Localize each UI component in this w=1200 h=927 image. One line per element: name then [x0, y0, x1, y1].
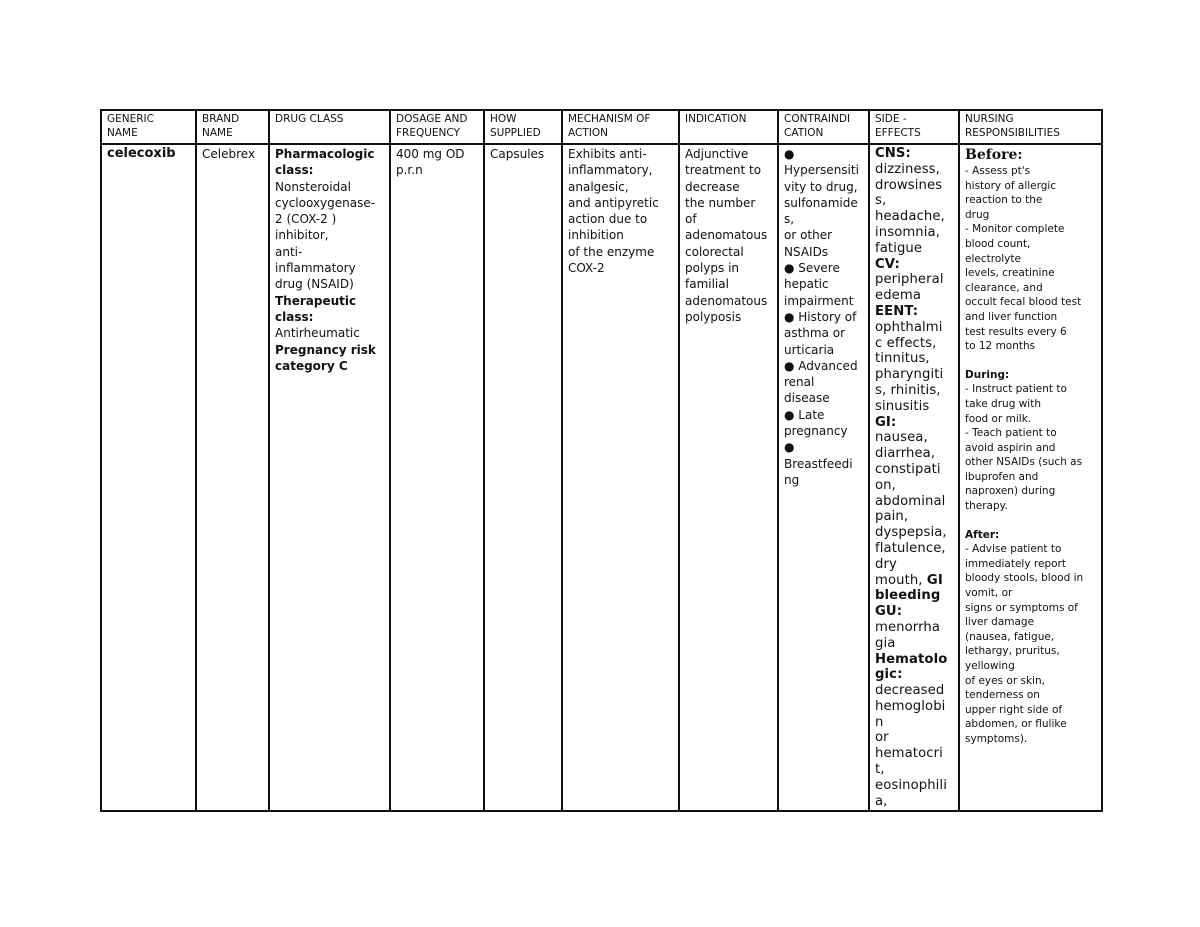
generic-name: celecoxib	[107, 146, 176, 161]
spacer	[965, 354, 1096, 368]
contra-line: sulfonamide	[784, 195, 858, 210]
indication-line: the number	[685, 195, 756, 210]
indication-line: familial	[685, 277, 729, 292]
cell-dosage	[390, 144, 484, 811]
nursing-line: take drug with	[965, 397, 1041, 410]
contra-line: Hypersensiti	[784, 163, 859, 178]
indication-line: Adjunctive	[685, 147, 749, 161]
contra-line: or other	[784, 228, 833, 243]
side-effect-line: menorrha	[875, 619, 941, 635]
side-effect-line: diarrhea,	[875, 446, 936, 462]
mechanism-line: Exhibits anti-	[568, 147, 647, 161]
indication-line: polyposis	[685, 309, 742, 324]
nursing-line: tenderness on	[965, 689, 1040, 702]
drug-row	[101, 144, 1102, 811]
contra-line: disease	[784, 391, 830, 406]
side-effect-line: edema	[875, 288, 922, 304]
pharm-class-line: inhibitor,	[275, 228, 329, 243]
side-effect-line: gia	[875, 635, 896, 651]
thera-class-value: Antirheumatic	[275, 326, 360, 341]
side-effect-line: nausea,	[875, 430, 928, 446]
pharm-class-line: inflammatory	[275, 261, 356, 276]
contra-line: asthma or	[784, 326, 846, 341]
side-effect-line: hemoglobi	[875, 698, 946, 714]
contra-line: NSAIDs	[784, 244, 829, 259]
side-effect-line: mouth, GI	[875, 572, 943, 588]
nursing-line: electrolyte	[965, 252, 1021, 265]
side-effect-line: fatigue	[875, 240, 923, 256]
side-effect-line: sinusitis	[875, 398, 930, 414]
side-effect-line: dry	[875, 556, 897, 572]
during-label: During:	[965, 368, 1010, 381]
indication-line: decrease	[685, 179, 740, 194]
side-effect-line: pharyngiti	[875, 367, 944, 383]
side-effect-line: flatulence,	[875, 540, 946, 556]
cell-generic-name	[101, 144, 196, 811]
mechanism-line: and antipyretic	[568, 195, 659, 210]
after-label: After:	[965, 528, 1000, 541]
nursing-line: (nausea, fatigue,	[965, 630, 1055, 643]
header-how-supplied: HOW SUPPLIED	[484, 110, 562, 144]
hematologic-label: Hematolo	[875, 651, 948, 667]
side-effect-line: t,	[875, 762, 885, 778]
dosage-line: 400 mg OD	[396, 147, 465, 161]
nursing-line: yellowing	[965, 660, 1015, 672]
mechanism-line: analgesic,	[568, 179, 629, 194]
cell-drug-class	[269, 144, 390, 811]
contra-line: vity to drug,	[784, 179, 858, 194]
cell-mechanism	[562, 144, 679, 811]
nursing-line: drug	[965, 208, 990, 221]
cns-label: CNS:	[875, 146, 911, 161]
cell-indication	[679, 144, 778, 811]
side-effect-line: tinnitus,	[875, 351, 930, 367]
nursing-line: bloody stools, blood in	[965, 572, 1084, 585]
contra-line: ● Late	[784, 407, 825, 422]
nursing-line: clearance, and	[965, 281, 1043, 294]
contra-line: Breastfeedi	[784, 456, 853, 471]
nursing-line: occult fecal blood test	[965, 296, 1082, 309]
pharm-class-line: cyclooxygenase-	[275, 195, 376, 210]
cell-how-supplied	[484, 144, 562, 811]
nursing-line: lethargy, pruritus,	[965, 645, 1060, 658]
supplied-value: Capsules	[490, 147, 545, 161]
nursing-line: - Advise patient to	[965, 543, 1062, 556]
indication-line: treatment to	[685, 163, 762, 178]
nursing-line: vomit, or	[965, 587, 1013, 600]
contra-line: ● Severe	[784, 261, 840, 276]
gi-bleeding-label: GI	[926, 572, 943, 588]
side-effect-line: s, rhinitis,	[875, 382, 941, 398]
nursing-line: levels, creatinine	[965, 267, 1055, 280]
nursing-line: naproxen) during	[965, 485, 1056, 498]
nursing-line: ibuprofen and	[965, 470, 1039, 483]
nursing-line: and liver function	[965, 310, 1058, 323]
nursing-line: of eyes or skin,	[965, 674, 1045, 687]
header-drug-class: DRUG CLASS	[269, 110, 390, 144]
side-effect-line: hematocri	[875, 746, 943, 762]
nursing-line: blood count,	[965, 237, 1031, 250]
contra-line: pregnancy	[784, 424, 848, 439]
indication-line: colorectal	[685, 244, 744, 259]
hematologic-label: gic:	[875, 667, 903, 683]
thera-class-label: class:	[275, 309, 314, 324]
side-effect-line: or	[875, 730, 889, 746]
cell-nursing	[959, 144, 1102, 811]
contra-line: ●	[784, 147, 795, 161]
nursing-line: history of allergic	[965, 179, 1057, 192]
contra-line: ●	[784, 440, 795, 455]
indication-line: polyps in	[685, 261, 740, 276]
nursing-line: symptoms).	[965, 732, 1028, 745]
drug-card-table	[100, 109, 1103, 812]
header-nursing: NURSING RESPONSIBILITIES	[959, 110, 1102, 144]
indication-line: of	[685, 212, 697, 227]
side-effect-line: eosinophili	[875, 777, 947, 793]
gu-label: GU:	[875, 604, 903, 620]
side-effect-line: drowsines	[875, 177, 943, 193]
side-effect-line: pain,	[875, 509, 909, 525]
side-effect-line: on,	[875, 477, 896, 493]
nursing-line: food or milk.	[965, 412, 1032, 425]
pharm-class-line: 2 (COX-2 )	[275, 212, 337, 227]
gi-bleeding-label: bleeding	[875, 588, 941, 604]
nursing-line: abdomen, or flulike	[965, 718, 1067, 731]
header-indication: INDICATION	[679, 110, 778, 144]
cv-label: CV:	[875, 256, 900, 272]
nursing-line: - Teach patient to	[965, 427, 1057, 440]
pharm-class-line: Nonsteroidal	[275, 179, 351, 194]
cell-contraindication	[778, 144, 869, 811]
indication-line: adenomatous	[685, 228, 768, 243]
side-effect-line: a,	[875, 793, 888, 809]
pharm-class-label: class:	[275, 163, 314, 178]
side-effect-line: constipati	[875, 461, 941, 477]
side-effect-line: insomnia,	[875, 224, 941, 240]
pharm-class-line: drug (NSAID)	[275, 277, 354, 292]
contra-line: urticaria	[784, 342, 835, 357]
nursing-line: avoid aspirin and	[965, 441, 1056, 454]
nursing-line: signs or symptoms of	[965, 601, 1078, 614]
header-dosage: DOSAGE AND FREQUENCY	[390, 110, 484, 144]
brand-name: Celebrex	[202, 147, 256, 161]
header-row	[101, 110, 1102, 144]
mechanism-line: COX-2	[568, 261, 605, 276]
cell-side-effects	[869, 144, 959, 811]
side-effect-line: n	[875, 714, 884, 730]
header-contraindication: CONTRAINDI CATION	[778, 110, 869, 144]
before-label: Before:	[965, 147, 1023, 163]
header-generic-name: GENERIC NAME	[101, 110, 196, 144]
nursing-line: test results every 6	[965, 325, 1067, 338]
contra-line: impairment	[784, 293, 854, 308]
header-mechanism: MECHANISM OF ACTION	[562, 110, 679, 144]
contra-line: hepatic	[784, 277, 829, 292]
gi-label: GI:	[875, 414, 897, 430]
side-effect-line: dyspepsia,	[875, 525, 947, 541]
nursing-line: therapy.	[965, 500, 1008, 513]
pregnancy-label: Pregnancy risk	[275, 342, 376, 357]
contra-line: ng	[784, 472, 800, 487]
side-effect-line: dizziness,	[875, 161, 940, 177]
nursing-line: to 12 months	[965, 340, 1036, 353]
side-effect-line: abdominal	[875, 493, 946, 509]
dosage-line: p.r.n	[396, 163, 423, 178]
nursing-line: liver damage	[965, 616, 1035, 629]
mechanism-line: inhibition	[568, 228, 624, 243]
cell-brand-name	[196, 144, 269, 811]
nursing-line: reaction to the	[965, 194, 1043, 207]
side-effect-line: s,	[875, 193, 887, 209]
contra-line: ● Advanced	[784, 358, 858, 373]
nursing-line: immediately report	[965, 557, 1066, 570]
header-side-effects: SIDE - EFFECTS	[869, 110, 959, 144]
nursing-line: upper right side of	[965, 703, 1063, 716]
contra-line: renal	[784, 375, 815, 390]
nursing-line: - Monitor complete	[965, 223, 1065, 236]
side-effect-line: c effects,	[875, 335, 937, 351]
side-effect-line: decreased	[875, 683, 945, 699]
pharm-class-label: Pharmacologic	[275, 147, 375, 161]
contra-line: ● History of	[784, 309, 857, 324]
side-effect-line: peripheral	[875, 272, 944, 288]
contra-line: s,	[784, 212, 795, 227]
eent-label: EENT:	[875, 303, 919, 319]
mechanism-line: of the enzyme	[568, 244, 655, 259]
nursing-line: - Instruct patient to	[965, 383, 1067, 396]
side-effect-line: ophthalmi	[875, 319, 943, 335]
header-brand-name: BRAND NAME	[196, 110, 269, 144]
side-effect-line: headache,	[875, 209, 945, 225]
pregnancy-label: category C	[275, 358, 348, 373]
indication-line: adenomatous	[685, 293, 768, 308]
thera-class-label: Therapeutic	[275, 293, 357, 308]
nursing-line: - Assess pt's	[965, 165, 1031, 177]
mechanism-line: inflammatory,	[568, 163, 653, 178]
mechanism-line: action due to	[568, 212, 648, 227]
pharm-class-line: anti-	[275, 244, 303, 259]
nursing-line: other NSAIDs (such as	[965, 456, 1083, 469]
spacer	[965, 514, 1096, 528]
